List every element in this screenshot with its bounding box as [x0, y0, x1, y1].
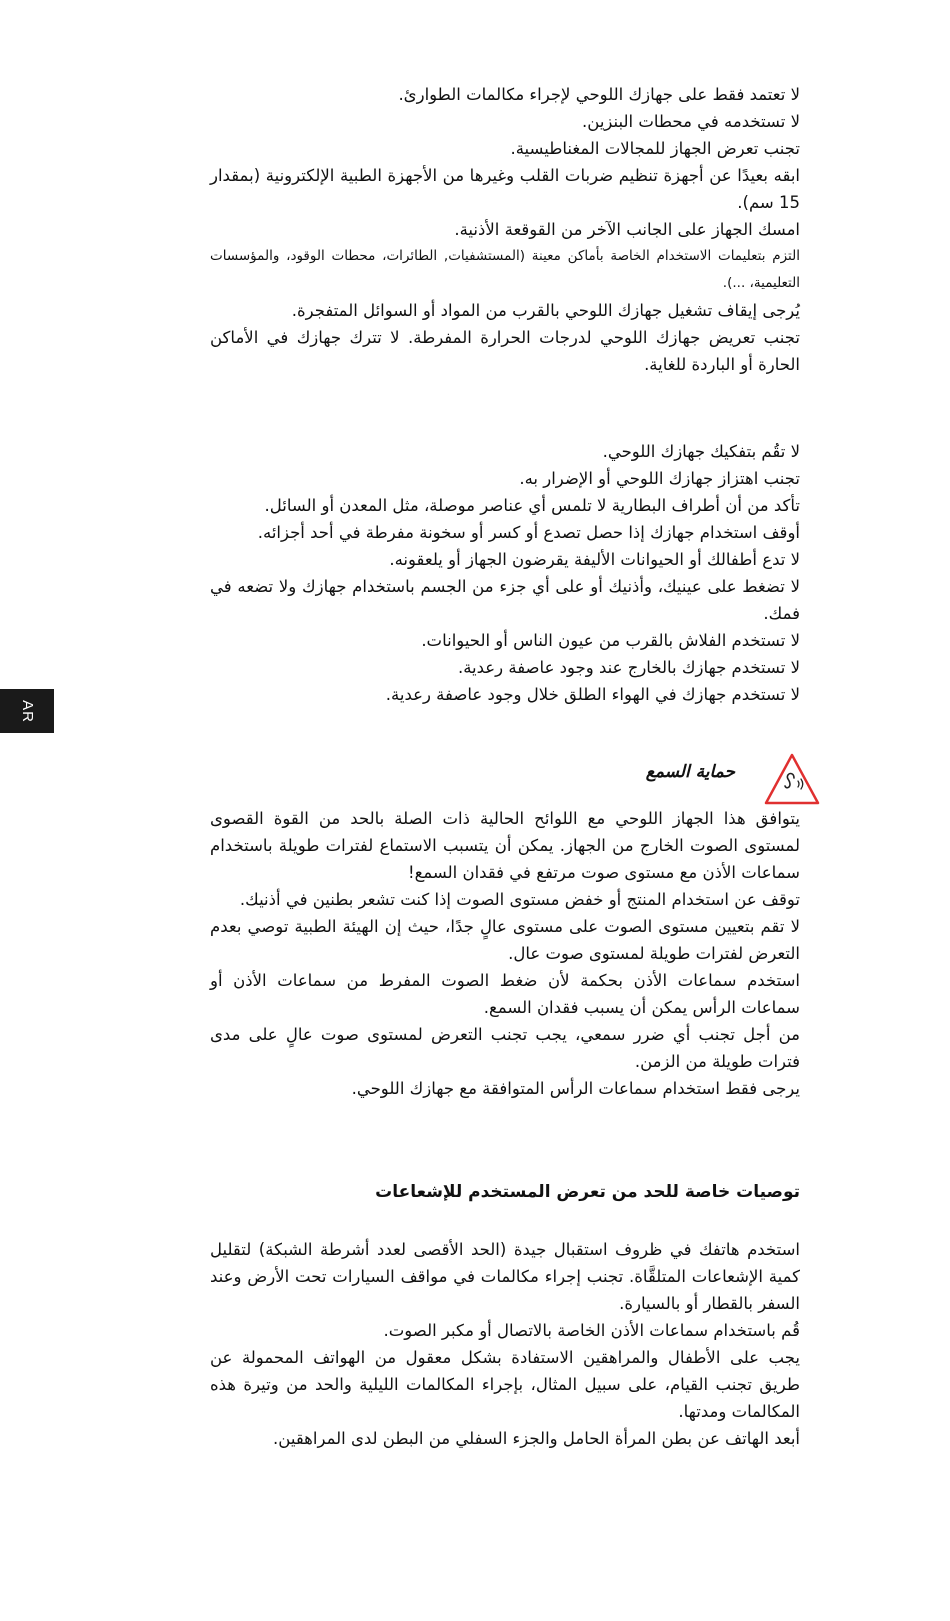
hearing-paragraph: من أجل تجنب أي ضرر سمعي، يجب تجنب التعرض لمستوى صوت عالٍ على مدى فترات طويلة من الزمن. — [210, 1025, 800, 1071]
hearing-protection-title: حماية السمع — [645, 762, 735, 782]
language-tab-label: AR — [18, 699, 36, 723]
safety-item: لا تقُم بتفكيك جهازك اللوحي. — [602, 442, 800, 461]
safety-item: أوقف استخدام جهازك إذا حصل تصدع أو كسر أو سخونة مفرطة في أحد أجزائه. — [257, 523, 800, 542]
safety-item: تجنب تعريض جهازك اللوحي لدرجات الحرارة المفرطة. لا تترك جهازك في الأماكن الحارة أو الباردة للغاية. — [210, 328, 800, 374]
safety-item: ابقه بعيدًا عن أجهزة تنظيم ضربات القلب وغيرها من الأجهزة الطبية الإلكترونية (بمقدار 15 سم). — [210, 166, 800, 212]
safety-list-2 — [210, 438, 800, 708]
safety-item: لا تدع أطفالك أو الحيوانات الأليفة يقرضون الجهاز أو يلعقونه. — [389, 550, 800, 569]
radiation-paragraph: يجب على الأطفال والمراهقين الاستفادة بشكل معقول من الهواتف المحمولة عن طريق تجنب القيام، على سبيل المثال، بإجراء المكالمات الليلية والحد من وتيرة هذه المكالمات ومدتها. — [210, 1348, 800, 1421]
radiation-paragraph: أبعد الهاتف عن بطن المرأة الحامل والجزء السفلي من البطن لدى المراهقين. — [273, 1429, 800, 1448]
radiation-title: توصيات خاصة للحد من تعرض المستخدم للإشعاعات — [375, 1182, 800, 1202]
safety-item: لا تستخدمه في محطات البنزين. — [582, 112, 800, 131]
hearing-protection-text — [210, 805, 800, 1102]
safety-item: لا تضغط على عينيك، وأذنيك أو على أي جزء من الجسم باستخدام جهازك ولا تضعه في فمك. — [210, 577, 800, 623]
safety-item: لا تستخدم الفلاش بالقرب من عيون الناس أو الحيوانات. — [421, 631, 800, 650]
safety-item: لا تستخدم جهازك بالخارج عند وجود عاصفة رعدية. — [457, 658, 800, 677]
radiation-paragraph: استخدم هاتفك في ظروف استقبال جيدة (الحد الأقصى لعدد أشرطة الشبكة) لتقليل كمية الإشعاعات المتلقَّاة. تجنب إجراء مكالمات في مواقف السيارات تحت الأرض وعند السفر بالقطار أو بالسيارة. — [210, 1240, 800, 1313]
safety-item: تجنب اهتزاز جهازك اللوحي أو الإضرار به. — [519, 469, 800, 488]
radiation-text — [210, 1236, 800, 1452]
hearing-paragraph: استخدم سماعات الأذن بحكمة لأن ضغط الصوت المفرط من سماعات الأذن أو سماعات الرأس يمكن أن يسبب فقدان السمع. — [210, 971, 800, 1017]
safety-item: التزم بتعليمات الاستخدام الخاصة بأماكن معينة (المستشفيات, الطائرات، محطات الوقود، والمؤسسات التعليمية، ...). — [210, 248, 800, 291]
safety-item: يُرجى إيقاف تشغيل جهازك اللوحي بالقرب من المواد أو السوائل المتفجرة. — [291, 301, 800, 320]
hearing-warning-icon — [763, 752, 821, 806]
safety-item: تجنب تعرض الجهاز للمجالات المغناطيسية. — [510, 139, 800, 158]
language-tab — [0, 689, 54, 733]
safety-item: امسك الجهاز على الجانب الآخر من القوقعة الأذنية. — [454, 220, 800, 239]
safety-item: لا تستخدم جهازك في الهواء الطلق خلال وجود عاصفة رعدية. — [385, 685, 800, 704]
hearing-paragraph: لا تقم بتعيين مستوى الصوت على مستوى عالٍ جدًا، حيث إن الهيئة الطبية توصي بعدم التعرض لفترات طويلة لمستوى صوت عال. — [210, 917, 800, 963]
radiation-paragraph: قُم باستخدام سماعات الأذن الخاصة بالاتصال أو مكبر الصوت. — [383, 1321, 800, 1340]
hearing-paragraph: يرجى فقط استخدام سماعات الرأس المتوافقة مع جهازك اللوحي. — [351, 1079, 800, 1098]
safety-item: تأكد من أن أطراف البطارية لا تلمس أي عناصر موصلة، مثل المعدن أو السائل. — [264, 496, 800, 515]
safety-item: لا تعتمد فقط على جهازك اللوحي لإجراء مكالمات الطوارئ. — [398, 85, 800, 104]
hearing-paragraph: توقف عن استخدام المنتج أو خفض مستوى الصوت إذا كنت تشعر بطنين في أذنيك. — [239, 890, 800, 909]
safety-list-1 — [210, 81, 800, 378]
hearing-paragraph: يتوافق هذا الجهاز اللوحي مع اللوائح الحالية ذات الصلة بالحد من القوة القصوى لمستوى الصوت الخارج من الجهاز. يمكن أن يتسبب الاستماع لفترات طويلة باستخدام سماعات الأذن مع مستوى صوت مرتفع في فقدان السمع! — [210, 809, 800, 882]
